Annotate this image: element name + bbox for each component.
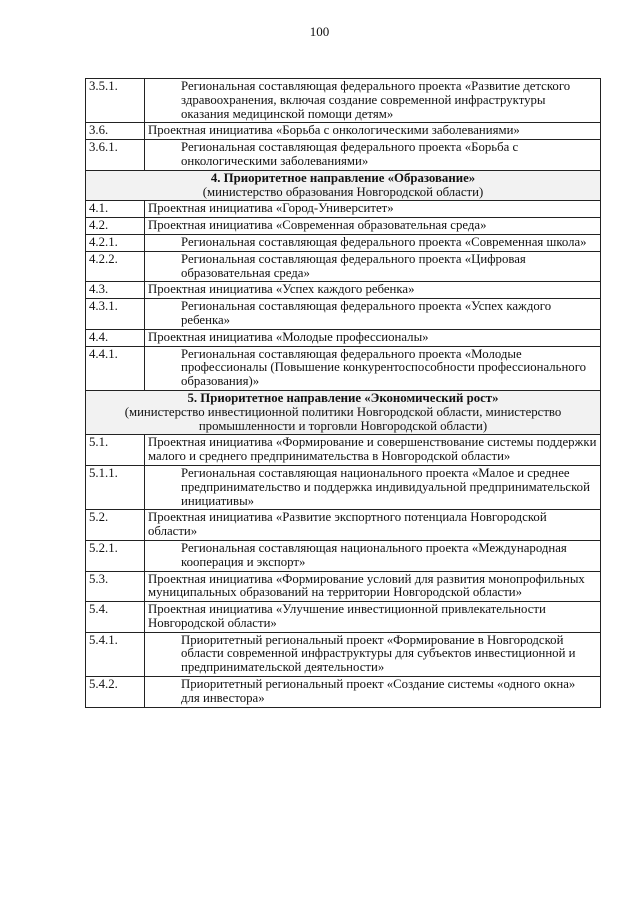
table-row bbox=[86, 299, 601, 330]
item-number: 5.1. bbox=[86, 435, 145, 466]
table-row bbox=[86, 571, 601, 602]
item-number: 5.4. bbox=[86, 602, 145, 633]
table-row bbox=[86, 282, 601, 299]
table-row bbox=[86, 435, 601, 466]
item-number: 4.2.2. bbox=[86, 251, 145, 282]
projects-table-body bbox=[86, 79, 601, 708]
section-header-row bbox=[86, 390, 601, 434]
item-text: Региональная составляющая национального проекта «Малое и среднее предпринимательство и поддержка индивидуальной предпринимательской инициативы» bbox=[145, 465, 601, 509]
table-row bbox=[86, 234, 601, 251]
table-row bbox=[86, 79, 601, 123]
item-text: Региональная составляющая федерального проекта «Успех каждого ребенка» bbox=[145, 299, 601, 330]
table-row bbox=[86, 632, 601, 676]
item-number: 4.2. bbox=[86, 218, 145, 235]
table-row bbox=[86, 218, 601, 235]
table-row bbox=[86, 201, 601, 218]
section-ministry: (министерство инвестиционной политики Новгородской области, министерство промышленности и торговли Новгородской области) bbox=[124, 404, 562, 433]
item-text: Региональная составляющая федерального проекта «Молодые профессионалы (Повышение конкурентоспособности профессионального образования)» bbox=[145, 346, 601, 390]
section-ministry: (министерство образования Новгородской области) bbox=[202, 184, 484, 199]
item-number: 3.6.1. bbox=[86, 140, 145, 171]
item-text: Проектная инициатива «Формирование условий для развития монопрофильных муниципальных образований на территории Новгородской области» bbox=[145, 571, 601, 602]
table-row bbox=[86, 329, 601, 346]
item-number: 3.5.1. bbox=[86, 79, 145, 123]
item-text: Проектная инициатива «Формирование и совершенствование системы поддержки малого и среднего предпринимательства в Новгородской области» bbox=[145, 435, 601, 466]
item-number: 5.3. bbox=[86, 571, 145, 602]
item-number: 5.1.1. bbox=[86, 465, 145, 509]
item-number: 4.2.1. bbox=[86, 234, 145, 251]
item-number: 5.4.2. bbox=[86, 677, 145, 708]
item-text: Региональная составляющая федерального проекта «Развитие детского здравоохранения, включая создание современной инфраструктуры оказания медицинской помощи детям» bbox=[145, 79, 601, 123]
item-text: Приоритетный региональный проект «Формирование в Новгородской области современной инфраструктуры для субъектов инвестиционной и предпринимательской деятельности» bbox=[145, 632, 601, 676]
projects-table bbox=[85, 78, 601, 708]
table-row bbox=[86, 346, 601, 390]
item-text: Региональная составляющая национального проекта «Международная кооперация и экспорт» bbox=[145, 540, 601, 571]
page-number: 100 bbox=[309, 24, 330, 39]
item-text: Проектная инициатива «Молодые профессионалы» bbox=[145, 329, 601, 346]
item-number: 4.1. bbox=[86, 201, 145, 218]
item-text: Проектная инициатива «Современная образовательная среда» bbox=[145, 218, 601, 235]
table-row bbox=[86, 602, 601, 633]
section-header-row bbox=[86, 170, 601, 201]
item-number: 3.6. bbox=[86, 123, 145, 140]
item-number: 5.2.1. bbox=[86, 540, 145, 571]
item-text: Проектная инициатива «Развитие экспортного потенциала Новгородской области» bbox=[145, 510, 601, 541]
item-text: Проектная инициатива «Улучшение инвестиционной привлекательности Новгородской области» bbox=[145, 602, 601, 633]
section-title: 5. Приоритетное направление «Экономический рост» bbox=[187, 390, 499, 405]
item-text: Региональная составляющая федерального проекта «Борьба с онкологическими заболеваниями» bbox=[145, 140, 601, 171]
item-text: Региональная составляющая федерального проекта «Современная школа» bbox=[145, 234, 601, 251]
item-number: 4.4.1. bbox=[86, 346, 145, 390]
item-text: Приоритетный региональный проект «Создание системы «одного окна» для инвестора» bbox=[145, 677, 601, 708]
item-number: 4.3. bbox=[86, 282, 145, 299]
item-text: Проектная инициатива «Борьба с онкологическими заболеваниями» bbox=[145, 123, 601, 140]
table-row bbox=[86, 140, 601, 171]
table-row bbox=[86, 677, 601, 708]
section-title: 4. Приоритетное направление «Образование» bbox=[210, 170, 476, 185]
section-header-cell bbox=[86, 170, 601, 201]
item-text: Региональная составляющая федерального проекта «Цифровая образовательная среда» bbox=[145, 251, 601, 282]
table-row bbox=[86, 465, 601, 509]
item-number: 4.3.1. bbox=[86, 299, 145, 330]
table-row bbox=[86, 123, 601, 140]
item-number: 5.4.1. bbox=[86, 632, 145, 676]
section-header-cell bbox=[86, 390, 601, 434]
table-row bbox=[86, 510, 601, 541]
table-row bbox=[86, 251, 601, 282]
item-text: Проектная инициатива «Успех каждого ребенка» bbox=[145, 282, 601, 299]
item-number: 5.2. bbox=[86, 510, 145, 541]
item-text: Проектная инициатива «Город-Университет» bbox=[145, 201, 601, 218]
item-number: 4.4. bbox=[86, 329, 145, 346]
table-row bbox=[86, 540, 601, 571]
